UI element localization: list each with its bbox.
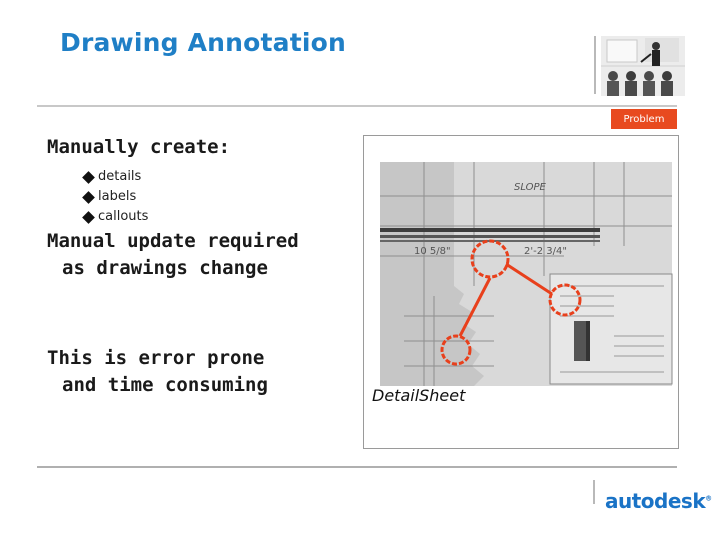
autodesk-logo: autodesk® <box>605 489 712 513</box>
slide-title: Drawing Annotation <box>60 28 347 57</box>
bullet-item: callouts <box>84 207 148 227</box>
footer-rule <box>37 466 677 468</box>
presentation-photo <box>601 36 685 96</box>
bullet-item: labels <box>84 187 148 207</box>
header-divider <box>594 36 596 94</box>
svg-text:2'-2 3/4": 2'-2 3/4" <box>524 246 567 257</box>
diamond-bullet-icon <box>82 171 95 184</box>
error-prone-text: This is error prone and time consuming <box>47 347 268 396</box>
manual-update-text: Manual update required as drawings change <box>47 230 299 279</box>
manually-create-heading: Manually create: <box>47 136 231 158</box>
bullet-list <box>84 167 148 227</box>
header-rule <box>37 105 677 107</box>
footer-divider <box>593 480 595 504</box>
svg-text:10 5/8": 10 5/8" <box>414 246 451 257</box>
problem-badge: Problem <box>611 109 677 129</box>
drawing-caption: DetailSheet <box>372 386 466 405</box>
bullet-item: details <box>84 167 148 187</box>
diamond-bullet-icon <box>82 211 95 224</box>
svg-text:SLOPE: SLOPE <box>514 182 546 193</box>
diamond-bullet-icon <box>82 191 95 204</box>
